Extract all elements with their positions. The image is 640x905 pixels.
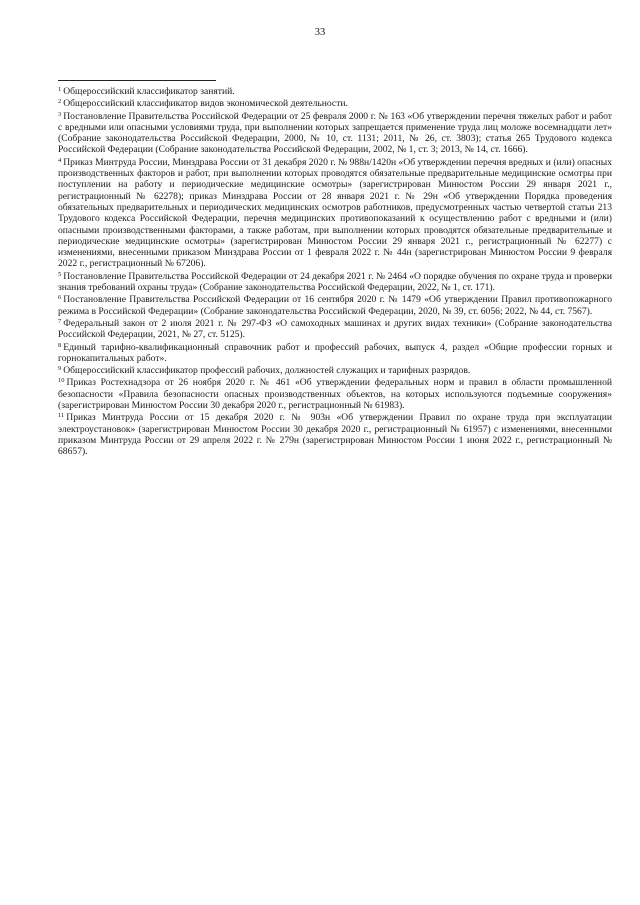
footnote-9 [58, 365, 612, 376]
footnote-text: Федеральный закон от 2 июля 2021 г. № 297-ФЗ «О самоходных машинах и других видах техники» (Собрание законодательства Российской Федерации, 2021, № 27, ст. 5125). [58, 317, 612, 341]
footnote-mark: 3 [58, 110, 62, 118]
footnote-8 [58, 342, 612, 365]
footnote-text: Общероссийский классификатор профессий рабочих, должностей служащих и тарифных разрядов. [63, 365, 471, 377]
footnote-mark: 9 [58, 365, 62, 373]
footnote-text: Приказ Минтруда России от 15 декабря 2020 г. № 903н «Об утверждении Правил по охране труда при эксплуатации электроустановок» (зарегистрирован Минюстом России 30 декабря 2020 г., регистрационный № 61957) с изменениями, внесенными приказом Минтруда России от 29 апреля 2022 г. № 279н (зарегистрирован Минюстом России 1 июня 2022 г., регистрационный № 68657). [58, 412, 612, 458]
footnote-text: Приказ Ростехнадзора от 26 ноября 2020 г. № 461 «Об утверждении федеральных норм и правил в области промышленной безопасности «Правила безопасности опасных производственных объектов, на которых используются подъемные сооружения» (зарегистрирован Минюстом России 30 декабря 2020 г., регистрационный № 61983). [58, 377, 612, 412]
footnote-3 [58, 111, 612, 156]
footnote-1 [58, 86, 612, 97]
footnote-7 [58, 318, 612, 341]
footnote-mark: 7 [58, 317, 62, 325]
footnote-text: Постановление Правительства Российской Федерации от 16 сентября 2020 г. № 1479 «Об утверждении Правил противопожарного режима в Российской Федерации» (Собрание законодательства Российской Федерации, 2020, № 39, ст. 6056; 2022, № 44, ст. 7567). [58, 294, 612, 317]
footnote-5 [58, 271, 612, 294]
footnote-text: Постановление Правительства Российской Федерации от 25 февраля 2000 г. № 163 «Об утверждении перечня тяжелых работ и работ с вредными или опасными условиями труда, при выполнении которых запрещается применение труда лиц моложе восемнадцати лет» (Собрание законодательства Российской Федерации, 2000, № 10, ст. 1131; 2011, № 26, ст. 3803); статья 265 Трудового кодекса Российской Федерации (Собрание законодательства Российской Федерации, 2002, № 1, ст. 3; 2013, № 14, ст. 1666). [58, 110, 612, 156]
footnote-text: Постановление Правительства Российской Федерации от 24 декабря 2021 г. № 2464 «О порядке обучения по охране труда и проверки знания требований охраны труда» (Собрание законодательства Российской Федерации, 2022, № 1, ст. 171). [58, 270, 612, 294]
footnote-mark: 1 [58, 86, 62, 93]
footnote-mark: 10 [58, 377, 65, 385]
footnote-10 [58, 377, 612, 411]
footnote-separator [58, 80, 216, 81]
footnote-mark: 4 [58, 156, 62, 164]
footnote-text: Общероссийский классификатор видов экономической деятельности. [63, 98, 348, 110]
footnote-mark: 8 [58, 341, 62, 349]
footnote-6 [58, 294, 612, 317]
footnote-mark: 6 [58, 294, 62, 302]
footnote-text: Единый тарифно-квалификационный справочник работ и профессий рабочих, выпуск 4, раздел «Общие профессии горных и горнокапитальных работ». [58, 341, 612, 364]
page-number: 33 [314, 27, 326, 38]
footnote-mark: 2 [58, 98, 62, 106]
footnote-mark: 5 [58, 270, 62, 278]
footnote-text: Общероссийский классификатор занятий. [63, 86, 235, 97]
footnote-mark: 11 [58, 412, 65, 420]
footnotes-list [58, 86, 612, 459]
footnote-4 [58, 157, 612, 270]
footnote-2 [58, 98, 612, 109]
footnote-text: Приказ Минтруда России, Минздрава России от 31 декабря 2020 г. № 988н/1420н «Об утверждении перечня вредных и (или) опасных производственных факторов и работ, при выполнении которых проводятся обязательные предварительные медицинские осмотры при поступлении на работу и периодические медицинские осмотры» (зарегистрирован Минюстом России 29 января 2021 г., регистрационный № 62278); приказ Минздрава России от 28 января 2021 г. № 29н «Об утверждении Порядка проведения обязательных предварительных и периодических медицинских осмотров работников, предусмотренных частью четвертой статьи 213 Трудового кодекса Российской Федерации, перечня медицинских противопоказаний к осуществлению работ с вредными и (или) опасными производственными факторами, а также работам, при выполнении которых проводятся обязательные предварительные и периодические медицинские осмотры» (зарегистрирован Минюстом России 29 января 2021 г., регистрационный № 62277) с изменениями, внесенными приказом Минздрава России от 1 февраля 2022 г. № 44н (зарегистрирован Минюстом России 9 февраля 2022 г., регистрационный № 67206). [58, 156, 612, 270]
footnote-11 [58, 412, 612, 457]
